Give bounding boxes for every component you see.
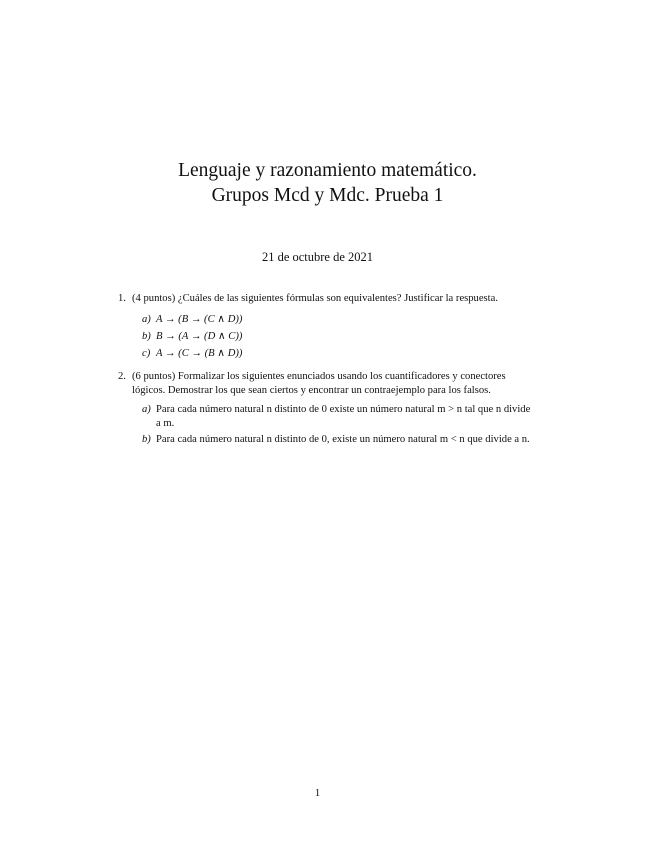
item-label: a) bbox=[142, 314, 151, 325]
exercise-text: (4 puntos) ¿Cuáles de las siguientes fórmulas son equivalentes? Justificar la respuesta. bbox=[132, 293, 498, 304]
exercise-number: 2. bbox=[118, 371, 126, 382]
item-text: Para cada número natural n distinto de 0 existe un número natural m > n tal que n divide a m. bbox=[156, 404, 531, 429]
exercise-2-item-a bbox=[142, 403, 532, 430]
exercise-1-item-b bbox=[142, 330, 532, 344]
exercise-2-item-b bbox=[142, 433, 532, 447]
item-label: c) bbox=[142, 348, 151, 359]
exercise-1-item-c bbox=[142, 347, 532, 361]
formula: A → (B → (C ∧ D)) bbox=[156, 314, 243, 325]
item-text: Para cada número natural n distinto de 0, existe un número natural m < n que divide a n. bbox=[156, 434, 530, 445]
page-number: 1 bbox=[314, 787, 321, 799]
document-title-line-1: Lenguaje y razonamiento matemático. bbox=[178, 160, 477, 181]
item-label: b) bbox=[142, 331, 151, 342]
exercise-1-item-a bbox=[142, 313, 532, 327]
exercise-1 bbox=[118, 292, 532, 306]
item-label: a) bbox=[142, 404, 151, 415]
exercise-text: (6 puntos) Formalizar los siguientes enunciados usando los cuantificadores y conectores lógicos. Demostrar los que sean ciertos y encontrar un contraejemplo para los falsos. bbox=[132, 371, 506, 396]
formula: A → (C → (B ∧ D)) bbox=[156, 348, 243, 359]
exercise-2 bbox=[118, 370, 532, 397]
item-label: b) bbox=[142, 434, 151, 445]
document-title-line-2: Grupos Mcd y Mdc. Prueba 1 bbox=[211, 185, 444, 206]
exercise-number: 1. bbox=[118, 293, 126, 304]
document-date: 21 de octubre de 2021 bbox=[261, 250, 374, 264]
formula: B → (A → (D ∧ C)) bbox=[156, 331, 243, 342]
